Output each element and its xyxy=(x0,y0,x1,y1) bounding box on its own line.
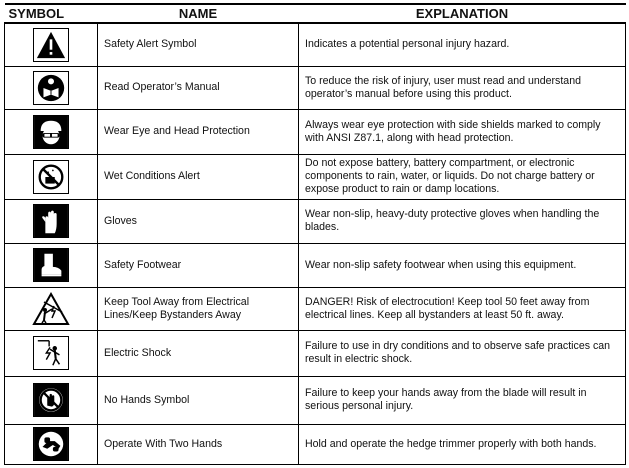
table-row xyxy=(5,66,626,109)
header-explanation: EXPLANATION xyxy=(299,4,626,23)
symbol-cell xyxy=(5,109,98,154)
row-explanation: Indicates a potential personal injury hazard. xyxy=(299,23,626,66)
symbol-cell xyxy=(5,330,98,376)
symbol-cell xyxy=(5,199,98,243)
row-explanation: Failure to keep your hands away from the blade will result in serious personal injury. xyxy=(299,376,626,424)
gloves-icon xyxy=(33,204,69,238)
electrical-lines-icon xyxy=(32,292,70,326)
electric-shock-icon xyxy=(33,336,69,370)
header-symbol: SYMBOL xyxy=(5,4,98,23)
row-explanation: Failure to use in dry conditions and to observe safe practices can result in electric shock. xyxy=(299,330,626,376)
table-row xyxy=(5,109,626,154)
row-explanation: Wear non-slip safety footwear when using this equipment. xyxy=(299,243,626,287)
symbol-cell xyxy=(5,287,98,330)
header-name: NAME xyxy=(98,4,299,23)
table-row xyxy=(5,243,626,287)
row-name: Safety Alert Symbol xyxy=(98,23,299,66)
symbol-cell xyxy=(5,376,98,424)
row-name: No Hands Symbol xyxy=(98,376,299,424)
row-name: Read Operator’s Manual xyxy=(98,66,299,109)
row-name: Safety Footwear xyxy=(98,243,299,287)
table-row xyxy=(5,330,626,376)
row-name: Operate With Two Hands xyxy=(98,424,299,464)
header-row xyxy=(5,4,626,23)
row-name: Keep Tool Away from Electrical Lines/Keep Bystanders Away xyxy=(98,287,299,330)
table-row xyxy=(5,376,626,424)
symbol-table-wrapper xyxy=(4,3,625,465)
row-explanation: Hold and operate the hedge trimmer properly with both hands. xyxy=(299,424,626,464)
no-hands-icon xyxy=(33,383,69,417)
row-name: Gloves xyxy=(98,199,299,243)
row-explanation: To reduce the risk of injury, user must read and understand operator’s manual before using this product. xyxy=(299,66,626,109)
operators-manual-icon xyxy=(33,71,69,105)
symbol-cell xyxy=(5,66,98,109)
row-explanation: Wear non-slip, heavy-duty protective gloves when handling the blades. xyxy=(299,199,626,243)
table-row xyxy=(5,287,626,330)
safety-footwear-icon xyxy=(33,248,69,282)
table-row xyxy=(5,23,626,66)
row-name: Electric Shock xyxy=(98,330,299,376)
symbol-table xyxy=(4,3,626,465)
symbol-cell xyxy=(5,23,98,66)
two-hands-icon xyxy=(33,427,69,461)
table-row xyxy=(5,424,626,464)
row-explanation: DANGER! Risk of electrocution! Keep tool 50 feet away from electrical lines. Keep all bystanders at least 50 ft. away. xyxy=(299,287,626,330)
safety-alert-icon xyxy=(33,28,69,62)
row-explanation: Always wear eye protection with side shields marked to comply with ANSI Z87.1, along with head protection. xyxy=(299,109,626,154)
wet-conditions-icon xyxy=(33,160,69,194)
symbol-cell xyxy=(5,243,98,287)
row-explanation: Do not expose battery, battery compartment, or electronic components to rain, water, or liquids. Do not charge battery or expose product to rain or damp locations. xyxy=(299,154,626,199)
row-name: Wet Conditions Alert xyxy=(98,154,299,199)
symbol-cell xyxy=(5,154,98,199)
row-name: Wear Eye and Head Protection xyxy=(98,109,299,154)
table-row xyxy=(5,199,626,243)
symbol-cell xyxy=(5,424,98,464)
table-row xyxy=(5,154,626,199)
eye-head-protection-icon xyxy=(33,115,69,149)
